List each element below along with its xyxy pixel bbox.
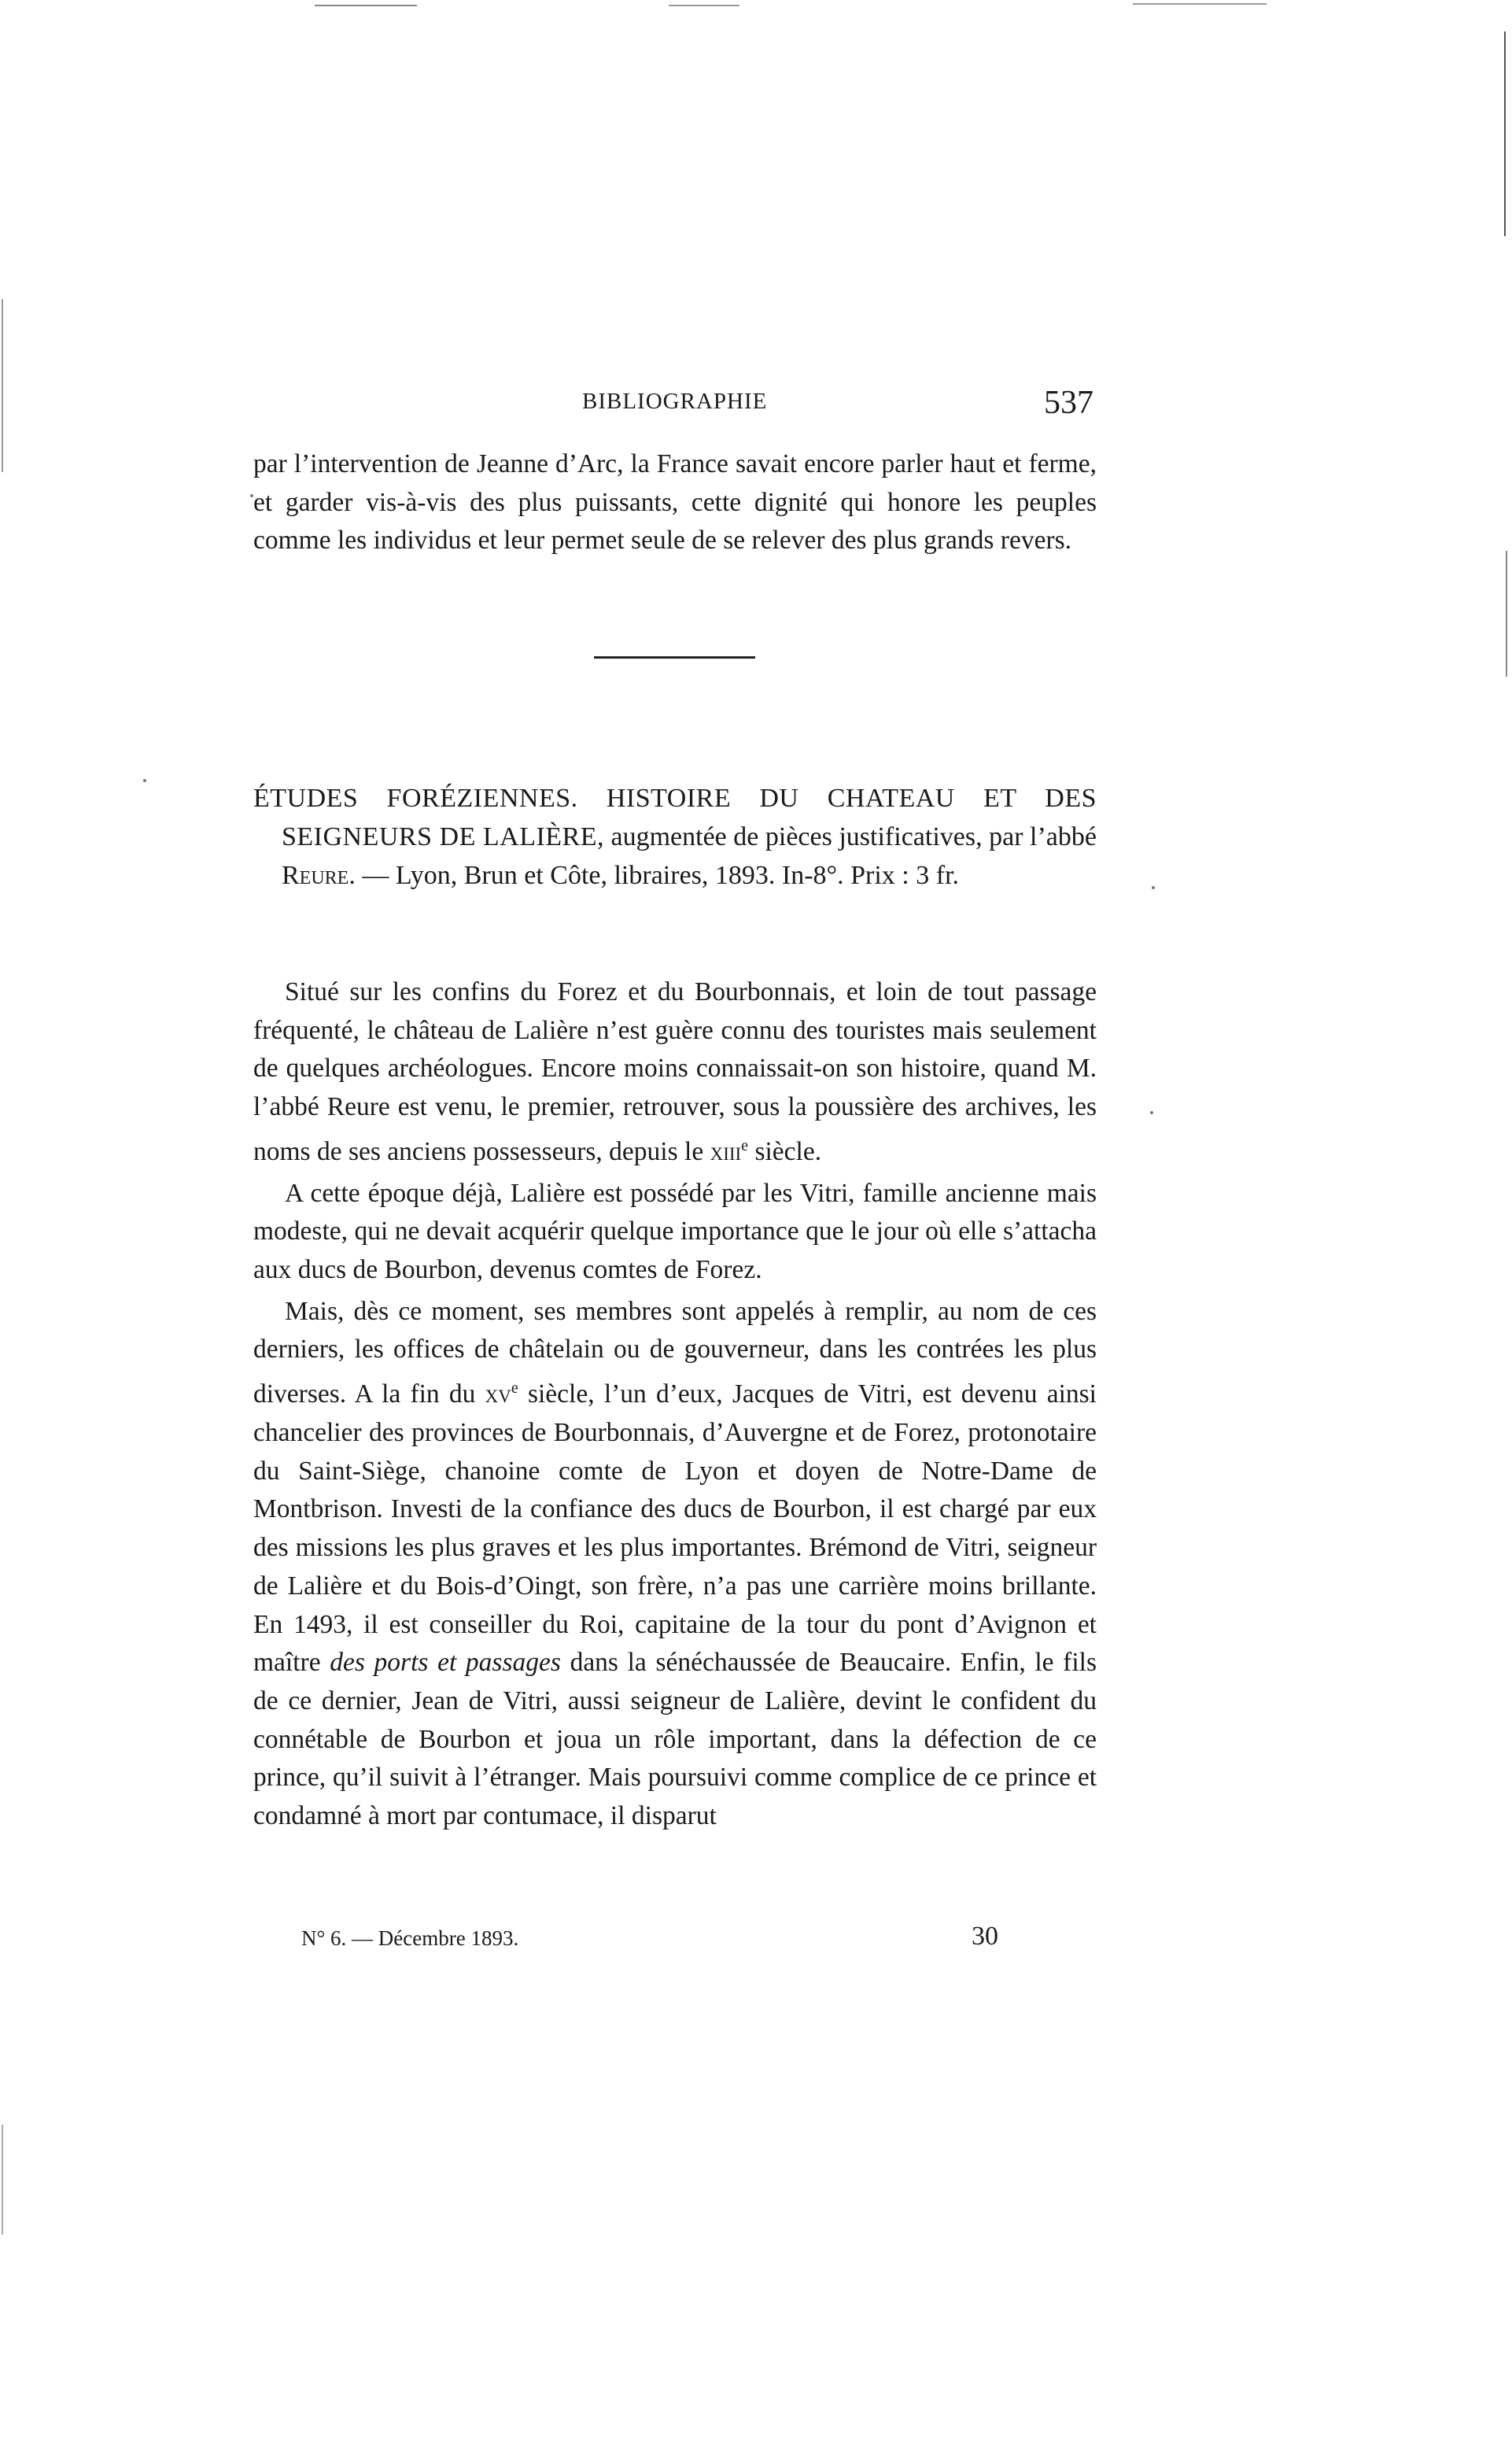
- body-paragraph-3-middle: siècle, l’un d’eux, Jacques de Vitri, est devenu ainsi chancelier des provinces de Bourbonnais, d’Auvergne et de Forez, protonotaire du Saint-Siège, chanoine comte de Lyon et doyen de Notre-Dame de Montbrison. Investi de la confiance des ducs de Bourbon, il est chargé par eux des missions les plus graves et les plus importantes. Brémond de Vitri, seigneur de Lalière et du Bois-d’Oingt, son frère, n’a pas une carrière moins brillante. En 1493, il est conseiller du Roi, capitaine de la tour du pont d’Avignon et maître: [253, 1379, 1097, 1678]
- scan-speck: [1150, 1111, 1153, 1114]
- scan-edge-right: [1506, 551, 1507, 677]
- scan-speck: [143, 779, 146, 782]
- scan-edge-top: [669, 5, 739, 6]
- review-title-rest: augmentée de pièces justificatives, par l’abbé: [604, 822, 1097, 851]
- page-number: 537: [1044, 385, 1093, 421]
- scan-edge-left: [2, 299, 3, 472]
- review-body: [253, 973, 1097, 1836]
- section-divider: [594, 656, 755, 659]
- scan-edge-right: [1504, 31, 1506, 236]
- body-paragraph-2: A cette époque déjà, Lalière est possédé par les Vitri, famille ancienne mais modeste, qui ne devait acquérir quelque importance que le jour où elle s’attacha aux ducs de Bourbon, devenus comtes de Forez.: [253, 1178, 1097, 1285]
- intro-paragraph: par l’intervention de Jeanne d’Arc, la France savait encore parler haut et ferme, et garder vis-à-vis des plus puissants, cette dignité qui honore les peuples comme les individus et leur permet seule de se relever des plus grands revers.: [253, 449, 1097, 556]
- review-title: ÉTUDES FORÉZIENNES. HISTOIRE DU CHATEAU ET DES SEIGNEURS DE LALIÈRE,: [253, 784, 1097, 851]
- scan-edge-top: [1133, 3, 1267, 5]
- review-publication: . — Lyon, Brun et Côte, libraires, 1893. In-8°. Prix : 3 fr.: [348, 861, 960, 890]
- body-paragraph-3-start: Mais, dès ce moment, ses membres sont appelés à remplir, au nom de ces derniers, les offices de châtelain ou de gouverneur, dans les contrées les plus diverses. A la fin du: [253, 1296, 1097, 1409]
- body-paragraph-1-text: Situé sur les confins du Forez et du Bourbonnais, et loin de tout passage fréquenté, le château de Lalière n’est guère connu des touristes mais seulement de quelques archéologues. Encore moins connaissait-on son histoire, quand M. l’abbé Reure est venu, le premier, retrouver, sous la poussière des archives, les noms de ses anciens possesseurs, depuis le: [253, 977, 1097, 1166]
- intro-section: [253, 445, 1097, 560]
- running-head: [252, 384, 1101, 422]
- review-citation: [253, 779, 1097, 895]
- review-heading: [253, 779, 1097, 895]
- body-paragraph-3: [253, 1293, 1097, 1836]
- body-paragraph-3-end: dans la sénéchaussée de Beaucaire. Enfin, le fils de ce dernier, Jean de Vitri, aussi seigneur de Lalière, devint le confident du connétable de Bourbon et joua un rôle important, dans la défection de ce prince, qu’il suivit à l’étranger. Mais poursuivi comme complice de ce prince et condamné à mort par contumace, il disparut: [253, 1648, 1097, 1831]
- running-title: BIBLIOGRAPHIE: [582, 389, 768, 414]
- body-paragraph-1-end: siècle.: [748, 1136, 822, 1166]
- signature-mark: 30: [972, 1922, 998, 1951]
- scan-speck: [1152, 886, 1155, 889]
- scan-edge-left: [2, 2125, 3, 2235]
- scan-edge-top: [315, 5, 417, 6]
- century-suffix: e: [741, 1136, 749, 1154]
- century-suffix: e: [511, 1379, 518, 1398]
- century-numeral: xv: [485, 1379, 511, 1409]
- body-paragraph-1: [253, 973, 1097, 1172]
- italic-phrase: des ports et passages: [330, 1648, 561, 1678]
- century-numeral: xiii: [710, 1136, 742, 1166]
- issue-footer: N° 6. — Décembre 1893.: [301, 1926, 519, 1950]
- review-author: Reure: [282, 861, 349, 890]
